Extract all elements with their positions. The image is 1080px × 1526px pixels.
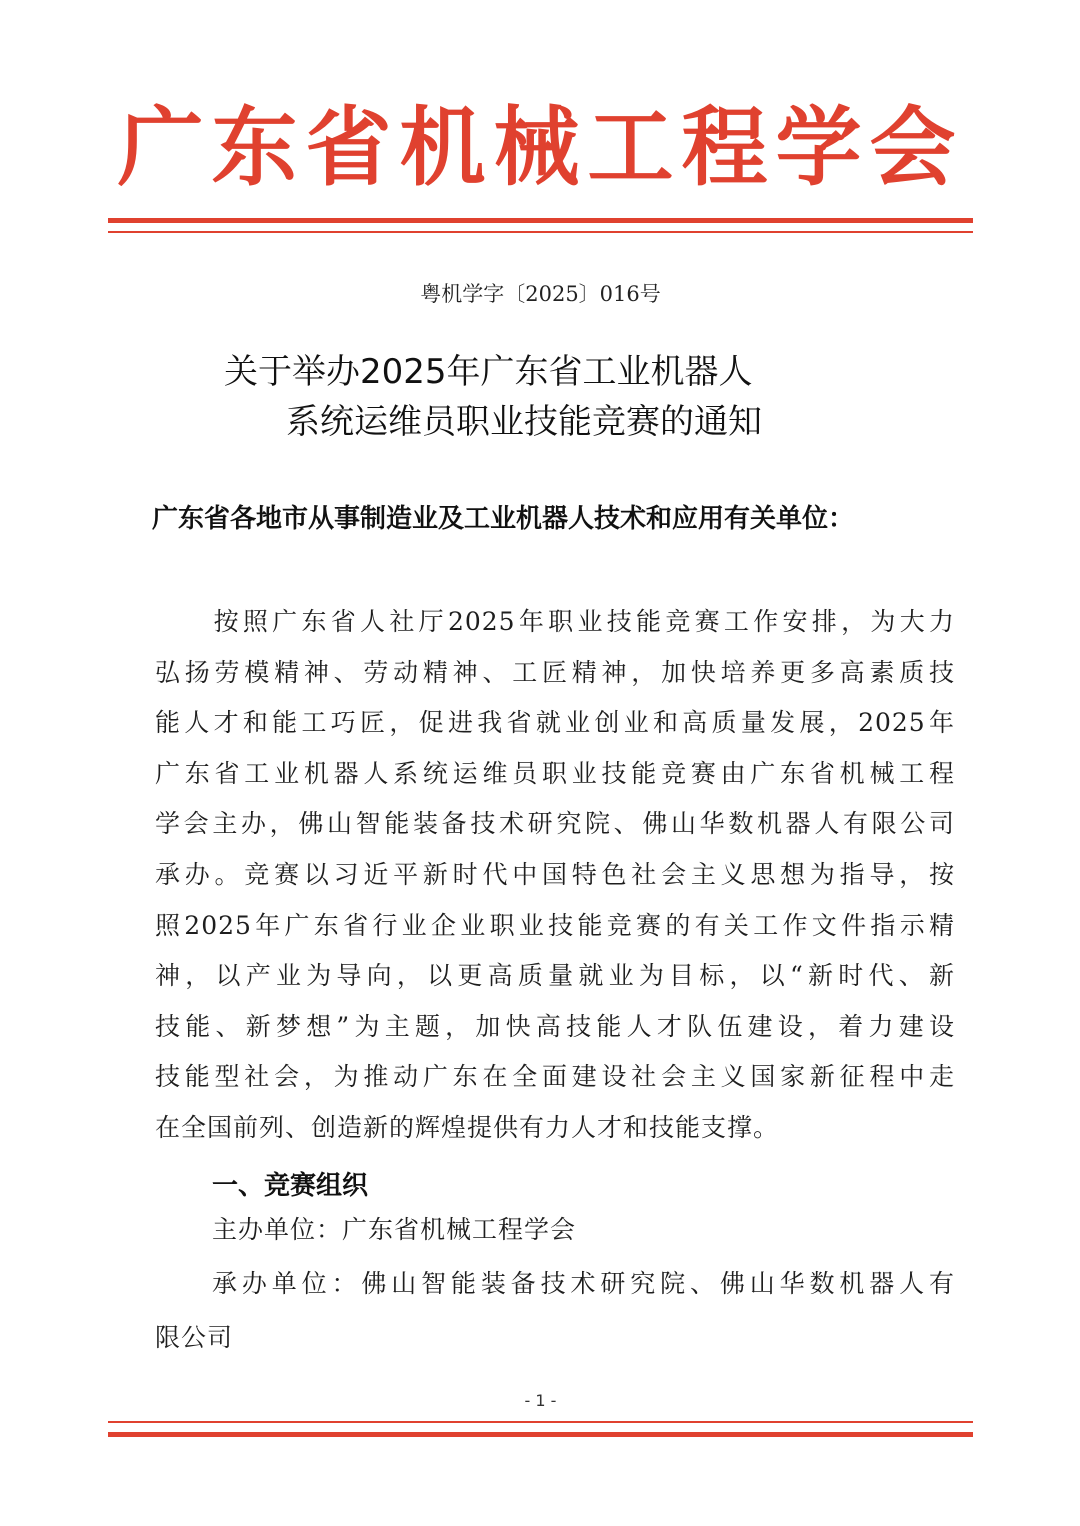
paragraph-line: 学会主办，佛山智能装备技术研究院、佛山华数机器人有限公司 bbox=[155, 809, 955, 839]
section-heading-competition-organization: 一、竞赛组织 bbox=[212, 1171, 369, 1201]
paragraph-line: 能人才和能工巧匠，促进我省就业创业和高质量发展，2025年 bbox=[155, 708, 955, 738]
paragraph-line: 技能型社会，为推动广东在全面建设社会主义国家新征程中走 bbox=[155, 1062, 955, 1092]
paragraph-line: 承办。竞赛以习近平新时代中国特色社会主义思想为指导，按 bbox=[155, 859, 955, 889]
body-paragraph bbox=[155, 597, 955, 1154]
paragraph-line: 神，以产业为导向，以更高质量就业为目标，以“新时代、新 bbox=[155, 961, 955, 991]
paragraph-line: 弘扬劳模精神、劳动精神、工匠精神，加快培养更多高素质技 bbox=[155, 657, 955, 687]
footer-rule-thin bbox=[108, 1421, 973, 1423]
paragraph-line: 技能、新梦想”为主题，加快高技能人才队伍建设，着力建设 bbox=[155, 1011, 955, 1041]
paragraph-line: 在全国前列、创造新的辉煌提供有力人才和技能支撑。 bbox=[155, 1112, 780, 1142]
undertaking-organizations bbox=[155, 1257, 955, 1365]
header-rule-thick bbox=[108, 218, 973, 223]
paragraph-line: 广东省工业机器人系统运维员职业技能竞赛由广东省机械工程 bbox=[155, 758, 955, 788]
document-title-line-1: 关于举办2025年广东省工业机器人 bbox=[224, 352, 753, 392]
undertaker-line: 限公司 bbox=[155, 1323, 234, 1352]
organization-letterhead: 广东省机械工程学会 bbox=[117, 97, 964, 198]
footer-rule-thick bbox=[108, 1432, 973, 1437]
page-number: - 1 - bbox=[524, 1391, 557, 1410]
document-title-line-2: 系统运维员职业技能竞赛的通知 bbox=[286, 402, 762, 442]
document-number: 粤机学字〔2025〕016号 bbox=[420, 282, 661, 306]
paragraph-line: 按照广东省人社厅2025年职业技能竞赛工作安排，为大力 bbox=[155, 607, 955, 636]
paragraph-line: 照2025年广东省行业企业职业技能竞赛的有关工作文件指示精 bbox=[155, 910, 955, 940]
header-rule-thin bbox=[108, 231, 973, 233]
host-organization: 主办单位：广东省机械工程学会 bbox=[212, 1215, 577, 1244]
undertaker-line: 承办单位：佛山智能装备技术研究院、佛山华数机器人有 bbox=[212, 1269, 955, 1298]
salutation: 广东省各地市从事制造业及工业机器人技术和应用有关单位： bbox=[152, 504, 855, 534]
